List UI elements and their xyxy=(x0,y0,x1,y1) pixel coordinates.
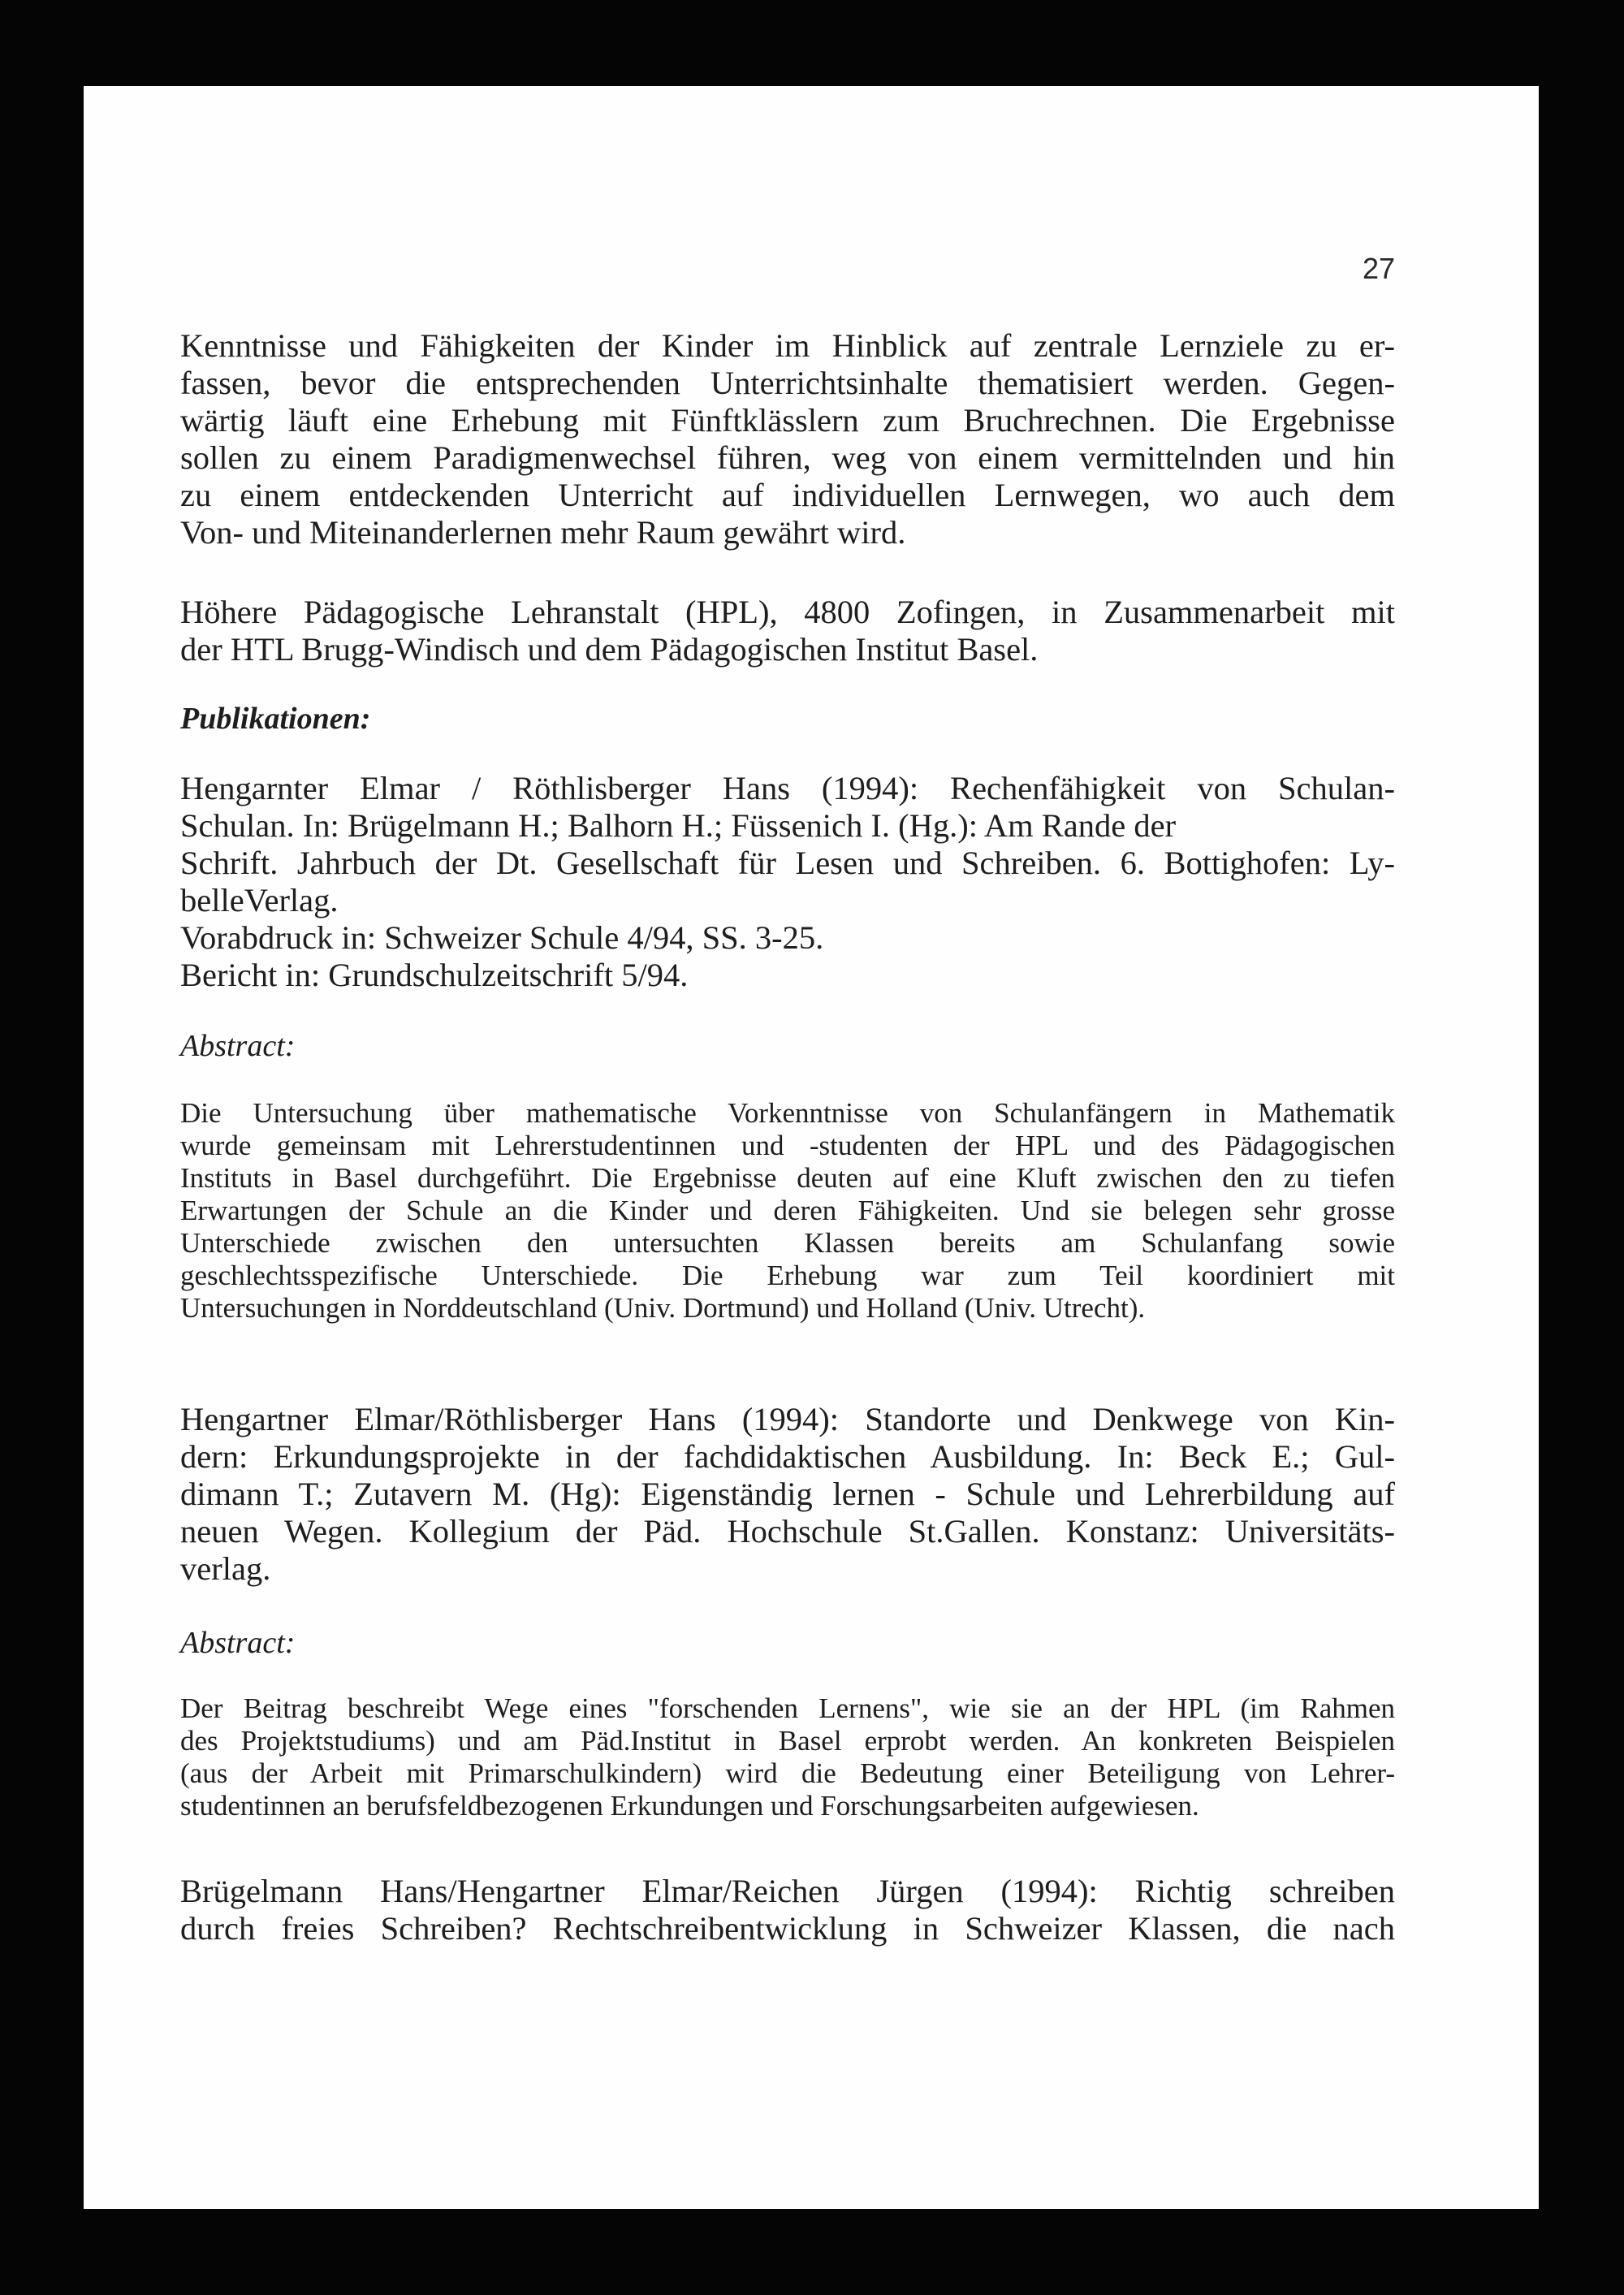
abstract-line: wurde gemeinsam mit Lehrerstudentinnen und -studenten der HPL und des Pädagogischen xyxy=(180,1130,1395,1161)
abstract-line: Der Beitrag beschreibt Wege eines "forschenden Lernens", wie sie an der HPL (im Rahmen xyxy=(180,1692,1395,1724)
abstract-line: Die Untersuchung über mathematische Vorkenntnisse von Schulanfängern in Mathematik xyxy=(180,1097,1395,1129)
abstract-line: geschlechtsspezifische Unterschiede. Die Erhebung war zum Teil koordiniert mit xyxy=(180,1260,1395,1291)
text-line: Von- und Miteinanderlernen mehr Raum gewährt wird. xyxy=(180,514,906,551)
citation-line: neuen Wegen. Kollegium der Päd. Hochschule St.Gallen. Konstanz: Universitäts- xyxy=(180,1513,1395,1549)
text-line: zu einem entdeckenden Unterricht auf individuellen Lernwegen, wo auch dem xyxy=(180,477,1395,513)
citation-line: belleVerlag. xyxy=(180,882,339,918)
abstract-heading: Abstract: xyxy=(180,1626,296,1660)
abstract-heading: Abstract: xyxy=(180,1029,296,1063)
citation-line: verlag. xyxy=(180,1550,271,1587)
citation-line: Brügelmann Hans/Hengartner Elmar/Reichen Jürgen (1994): Richtig schreiben xyxy=(180,1873,1395,1909)
citation-line: Schulan. In: Brügelmann H.; Balhorn H.; Füssenich I. (Hg.): Am Rande der xyxy=(180,807,1177,844)
abstract-line: studentinnen an berufsfeldbezogenen Erkundungen und Forschungsarbeiten aufgewiesen. xyxy=(180,1790,1199,1822)
publications-heading: Publikationen: xyxy=(180,702,371,736)
citation-line: Vorabdruck in: Schweizer Schule 4/94, SS. 3-25. xyxy=(180,919,824,956)
citation-line: Hengartner Elmar/Röthlisberger Hans (1994): Standorte und Denkwege von Kin- xyxy=(180,1401,1395,1437)
citation-line: durch freies Schreiben? Rechtschreibentwicklung in Schweizer Klassen, die nach xyxy=(180,1910,1395,1947)
text-line: Höhere Pädagogische Lehranstalt (HPL), 4800 Zofingen, in Zusammenarbeit mit xyxy=(180,594,1395,630)
text-line: der HTL Brugg-Windisch und dem Pädagogischen Institut Basel. xyxy=(180,631,1039,668)
abstract-line: des Projektstudiums) und am Päd.Institut in Basel erprobt werden. An konkreten Beispielen xyxy=(180,1725,1395,1757)
text-line: fassen, bevor die entsprechenden Unterrichtsinhalte thematisiert werden. Gegen- xyxy=(180,365,1395,401)
citation-line: dern: Erkundungsprojekte in der fachdidaktischen Ausbildung. In: Beck E.; Gul- xyxy=(180,1438,1395,1475)
abstract-line: (aus der Arbeit mit Primarschulkindern) wird die Bedeutung einer Beteiligung von Lehrer- xyxy=(180,1757,1395,1789)
text-line: Kenntnisse und Fähigkeiten der Kinder im Hinblick auf zentrale Lernziele zu er- xyxy=(180,327,1395,364)
text-line: wärtig läuft eine Erhebung mit Fünftklässlern zum Bruchrechnen. Die Ergebnisse xyxy=(180,402,1395,439)
abstract-line: Unterschiede zwischen den untersuchten Klassen bereits am Schulanfang sowie xyxy=(180,1227,1395,1259)
page-number: 27 xyxy=(1362,252,1395,285)
citation-line: Hengarnter Elmar / Röthlisberger Hans (1994): Rechenfähigkeit von Schulan- xyxy=(180,770,1395,806)
abstract-line: Instituts in Basel durchgeführt. Die Ergebnisse deuten auf eine Kluft zwischen den zu tiefen xyxy=(180,1162,1395,1194)
abstract-line: Erwartungen der Schule an die Kinder und deren Fähigkeiten. Und sie belegen sehr grosse xyxy=(180,1195,1395,1226)
abstract-line: Untersuchungen in Norddeutschland (Univ. Dortmund) und Holland (Univ. Utrecht). xyxy=(180,1292,1146,1324)
text-line: sollen zu einem Paradigmenwechsel führen, weg von einem vermittelnden und hin xyxy=(180,439,1395,476)
citation-line: Schrift. Jahrbuch der Dt. Gesellschaft für Lesen und Schreiben. 6. Bottighofen: Ly- xyxy=(180,845,1395,881)
document-page xyxy=(84,86,1539,2209)
citation-line: Bericht in: Grundschulzeitschrift 5/94. xyxy=(180,957,689,993)
citation-line: dimann T.; Zutavern M. (Hg): Eigenständig lernen - Schule und Lehrerbildung auf xyxy=(180,1476,1395,1512)
